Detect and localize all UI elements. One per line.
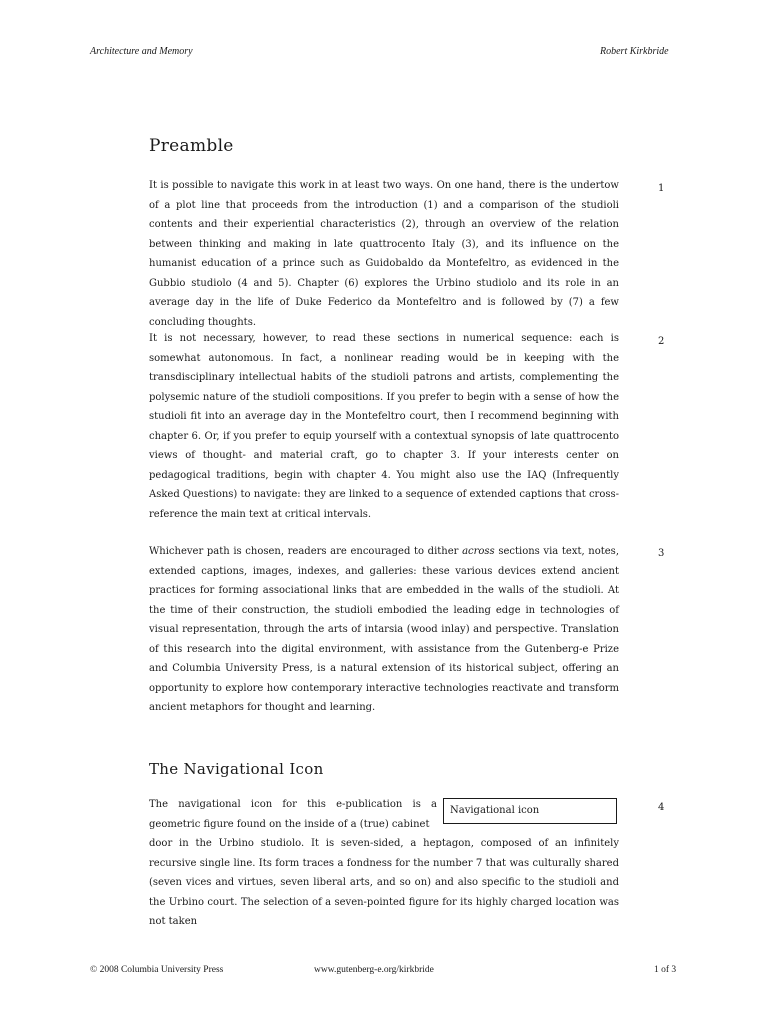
paragraph-1: It is possible to navigate this work in at least two ways. On one hand, there is the undertow of a plot line that proceeds from the introduction (1) and a comparison of the studioli contents and their experiential characteristics (2), through an overview of the relation between thinking and making in late quattrocento Italy (3), and its influence on the humanist education of a prince such as Guidobaldo da Montefeltro, as evidenced in the Gubbio studiolo (4 and 5). Chapter (6) explores the Urbino studiolo and its role in an average day in the life of Duke Federico da Montefeltro and is followed by (7) a few concluding thoughts.: [149, 180, 619, 328]
navigational-icon-figure-box: Navigational icon: [443, 798, 617, 824]
paragraph-number-4: 4: [658, 802, 665, 813]
paragraph-3-text-b: sections via text, notes, extended captions, images, indexes, and galleries: these various devices extend ancient practices for forming associational links that are embedded in the walls of the studioli. At the time of their construction, the studioli embodied the leading edge in technologies of visual representation, through the arts of intarsia (wood inlay) and perspective. Translation of this research into the digital environment, with assistance from the Gutenberg-e Prize and Columbia University Press, is a natural extension of its historical subject, offering an opportunity to explore how contemporary interactive technologies reactivate and transform ancient metaphors for thought and learning.: [149, 546, 619, 713]
paragraph-2: It is not necessary, however, to read these sections in numerical sequence: each is somewhat autonomous. In fact, a nonlinear reading would be in keeping with the transdisciplinary intellectual habits of the studioli patrons and artists, complementing the polysemic nature of the studioli compositions. If you prefer to begin with a sense of how the studioli fit into an average day in the Montefeltro court, then I recommend beginning with chapter 6. Or, if you prefer to equip yourself with a contextual synopsis of late quattrocento views of thought- and material craft, go to chapter 3. If your interests center on pedagogical traditions, begin with chapter 4. You might also use the IAQ (Infrequently Asked Questions) to navigate: they are linked to a sequence of extended captions that cross-reference the main text at critical intervals.: [149, 333, 619, 520]
paragraph-3-emphasis: across: [462, 546, 495, 557]
paragraph-4-continued: door in the Urbino studiolo. It is seven-sided, a heptagon, composed of an infinitely recursive single line. Its form traces a fondness for the number 7 that was culturally shared (seven vices and virtues, seven liberal arts, and so on) and also specific to the studioli and the Urbino court. The selection of a seven-pointed figure for its highly charged location was not taken: [149, 838, 619, 927]
paragraph-3-text-a: Whichever path is chosen, readers are encouraged to dither: [149, 546, 463, 557]
paragraph-number-3: 3: [658, 548, 665, 559]
paragraph-number-2: 2: [658, 336, 665, 347]
paragraph-number-1: 1: [658, 183, 665, 194]
running-head-title: Architecture and Memory: [90, 46, 193, 57]
section-title-navigational-icon: The Navigational Icon: [149, 760, 324, 778]
footer-page-number: 1 of 3: [654, 965, 677, 975]
paragraph-4-narrow: The navigational icon for this e-publication is a geometric figure found on the inside of a (true) cabinet: [149, 799, 437, 830]
running-head-author: Robert Kirkbride: [600, 46, 669, 57]
footer-copyright: © 2008 Columbia University Press: [90, 965, 224, 975]
footer-url-link[interactable]: www.gutenberg-e.org/kirkbride: [314, 965, 434, 975]
paragraph-3: [149, 542, 619, 718]
section-title-preamble: Preamble: [149, 136, 234, 156]
